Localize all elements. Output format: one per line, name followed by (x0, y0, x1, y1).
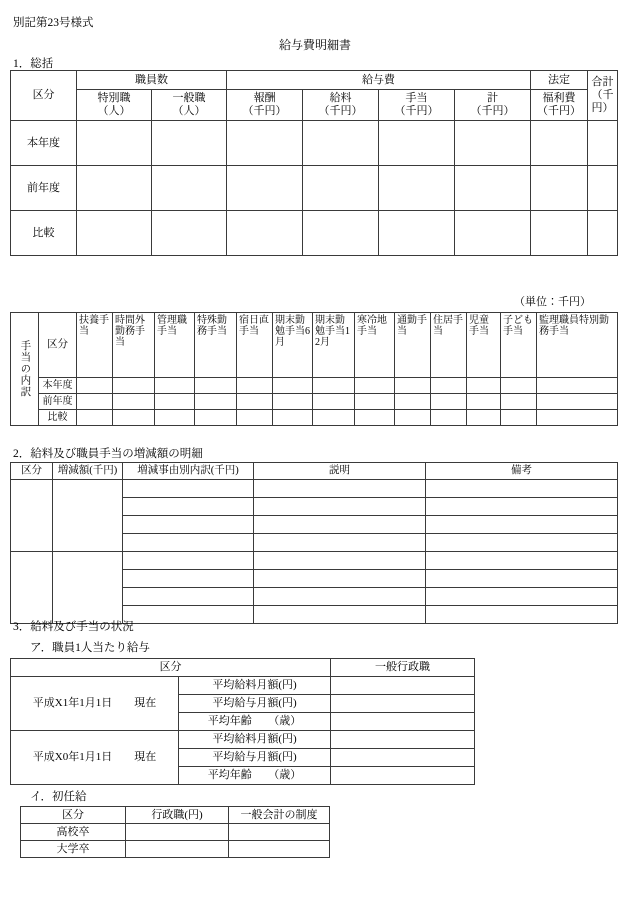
summary-cell-welfare[interactable] (531, 121, 588, 166)
allowance-header-cold-region: 寒冷地手当 (355, 313, 395, 378)
zougen-cell-remarks[interactable] (426, 534, 618, 552)
summary-row-label: 前年度 (11, 166, 77, 211)
allowance-row-label: 比較 (39, 410, 77, 426)
zougen-cell-explanation[interactable] (254, 588, 426, 606)
summary-header-total-label: 合計 (591, 76, 614, 89)
allowance-cell[interactable] (501, 410, 537, 426)
zougen-cell-remarks[interactable] (426, 588, 618, 606)
zougen-header-reason-breakdown: 増減事由別内訳(千円) (123, 463, 254, 480)
summary-cell-special[interactable] (77, 211, 152, 256)
summary-header-staff-count: 職員数 (77, 71, 227, 90)
allowance-cell[interactable] (195, 410, 237, 426)
summary-header-subtotal (455, 90, 531, 121)
summary-cell-subtotal[interactable] (455, 211, 531, 256)
summary-header-kubun: 区分 (11, 71, 77, 121)
zougen-header-kubun: 区分 (11, 463, 53, 480)
allowance-header-overtime: 時間外勤務手当 (113, 313, 155, 378)
zougen-header-explanation: 説明 (254, 463, 426, 480)
zougen-cell-reason[interactable] (123, 588, 254, 606)
starting-salary-table (20, 806, 330, 858)
zougen-cell-amount[interactable] (53, 552, 123, 624)
summary-header-total-unit: （千円） (591, 89, 614, 114)
summary-cell-special[interactable] (77, 166, 152, 211)
summary-header-welfare-line1: 法定 (531, 71, 588, 90)
kyuyo-item-value[interactable] (331, 677, 475, 695)
kyuyo-item-value[interactable] (331, 767, 475, 785)
kyuyo-item-value[interactable] (331, 713, 475, 731)
kyuyo-date-label: 平成X0年1月1日 現在 (11, 731, 179, 785)
allowance-cell[interactable] (237, 394, 273, 410)
summary-header-general-post-unit: （人） (172, 105, 206, 117)
summary-row-label: 比較 (11, 211, 77, 256)
form-code-label: 別記第23号様式 (13, 17, 94, 29)
allowance-cell[interactable] (395, 378, 431, 394)
zougen-cell-explanation[interactable] (254, 480, 426, 498)
summary-header-remuneration-unit: （千円） (242, 105, 287, 117)
zougen-cell-explanation[interactable] (254, 570, 426, 588)
allowance-row-label: 本年度 (39, 378, 77, 394)
zougen-cell-remarks[interactable] (426, 480, 618, 498)
summary-cell-allowance[interactable] (379, 121, 455, 166)
kyuyo-item-label: 平均給料月額(円) (179, 677, 331, 695)
summary-header-subtotal-label: 計 (487, 92, 498, 105)
zougen-cell-remarks[interactable] (426, 498, 618, 516)
summary-cell-salary[interactable] (303, 211, 379, 256)
allowance-row-label: 前年度 (39, 394, 77, 410)
allowance-cell[interactable] (195, 378, 237, 394)
zougen-cell-remarks[interactable] (426, 570, 618, 588)
allowance-cell[interactable] (195, 394, 237, 410)
summary-cell-remuneration[interactable] (227, 211, 303, 256)
section-2-heading: 2．給料及び職員手当の増減額の明細 (13, 448, 203, 460)
summary-cell-salary[interactable] (303, 166, 379, 211)
zougen-cell-reason[interactable] (123, 480, 254, 498)
allowance-cell[interactable] (395, 394, 431, 410)
zougen-header-amount: 増減額(千円) (53, 463, 123, 480)
summary-cell-total[interactable] (588, 166, 618, 211)
summary-cell-welfare[interactable] (531, 211, 588, 256)
shonin-header-general-account: 一般会計の制度 (229, 807, 330, 824)
allowance-vertical-label: 手当の内訳 (11, 313, 39, 426)
table-row (11, 552, 618, 570)
shonin-cell-admin-post[interactable] (126, 824, 229, 841)
kyuyo-item-value[interactable] (331, 749, 475, 767)
kyuyo-item-label: 平均年齢 （歳） (179, 767, 331, 785)
document-title: 給与費明細書 (278, 38, 351, 52)
allowance-cell[interactable] (155, 410, 195, 426)
shonin-header-kubun: 区分 (21, 807, 126, 824)
allowance-cell[interactable] (355, 410, 395, 426)
allowance-unit-note: （単位：千円） (514, 296, 591, 308)
allowance-cell[interactable] (77, 410, 113, 426)
allowance-cell[interactable] (313, 410, 355, 426)
summary-cell-general[interactable] (152, 121, 227, 166)
allowance-header-kubun: 区分 (39, 313, 77, 378)
kyuyo-item-label: 平均給与月額(円) (179, 749, 331, 767)
table-row (21, 841, 330, 858)
summary-cell-remuneration[interactable] (227, 166, 303, 211)
increase-decrease-table (10, 462, 618, 624)
zougen-cell-kubun[interactable] (11, 480, 53, 552)
kyuyo-item-label: 平均給与月額(円) (179, 695, 331, 713)
allowance-cell[interactable] (467, 394, 501, 410)
shonin-cell-general-account[interactable] (229, 841, 330, 858)
summary-cell-remuneration[interactable] (227, 121, 303, 166)
allowance-cell[interactable] (273, 394, 313, 410)
shonin-cell-general-account[interactable] (229, 824, 330, 841)
kyuyo-date-label: 平成X1年1月1日 現在 (11, 677, 179, 731)
allowance-cell[interactable] (355, 378, 395, 394)
summary-header-allowance (379, 90, 455, 121)
summary-header-welfare-unit: （千円） (537, 105, 581, 117)
summary-cell-allowance[interactable] (379, 166, 455, 211)
allowance-cell[interactable] (537, 410, 618, 426)
table-row (11, 677, 475, 695)
summary-cell-general[interactable] (152, 211, 227, 256)
summary-cell-welfare[interactable] (531, 166, 588, 211)
allowance-cell[interactable] (77, 394, 113, 410)
summary-cell-salary[interactable] (303, 121, 379, 166)
zougen-cell-amount[interactable] (53, 480, 123, 552)
table-row (11, 731, 475, 749)
zougen-cell-kubun[interactable] (11, 552, 53, 624)
zougen-cell-reason[interactable] (123, 498, 254, 516)
allowance-cell[interactable] (501, 394, 537, 410)
allowance-cell[interactable] (313, 378, 355, 394)
per-employee-salary-table (10, 658, 475, 785)
kyuyo-header-kubun: 区分 (11, 659, 331, 677)
allowance-cell[interactable] (431, 394, 467, 410)
zougen-cell-reason[interactable] (123, 516, 254, 534)
zougen-cell-reason[interactable] (123, 570, 254, 588)
allowance-cell[interactable] (113, 378, 155, 394)
summary-cell-special[interactable] (77, 121, 152, 166)
allowance-cell[interactable] (237, 378, 273, 394)
allowance-cell[interactable] (467, 410, 501, 426)
summary-header-allowance-unit: （千円） (394, 105, 439, 117)
allowance-cell[interactable] (113, 394, 155, 410)
summary-header-special-post (77, 90, 152, 121)
allowance-cell[interactable] (467, 378, 501, 394)
summary-cell-total[interactable] (588, 121, 618, 166)
summary-cell-general[interactable] (152, 166, 227, 211)
allowance-cell[interactable] (355, 394, 395, 410)
section-1-heading: 1．総括 (13, 58, 54, 70)
shonin-row-label: 大学卒 (21, 841, 126, 858)
allowance-header-kodomo: 子ども手当 (501, 313, 537, 378)
table-row (11, 480, 618, 498)
summary-cell-subtotal[interactable] (455, 121, 531, 166)
summary-table (10, 70, 618, 256)
summary-header-salary-unit: （千円） (318, 105, 363, 117)
table-row (11, 211, 618, 256)
allowance-header-dependent: 扶養手当 (77, 313, 113, 378)
allowance-cell[interactable] (431, 378, 467, 394)
allowance-cell[interactable] (237, 410, 273, 426)
summary-header-salary-cost: 給与費 (227, 71, 531, 90)
kyuyo-item-value[interactable] (331, 695, 475, 713)
allowance-header-bonus-june: 期末勤勉手当6月 (273, 313, 313, 378)
zougen-cell-explanation[interactable] (254, 606, 426, 624)
summary-header-total (588, 71, 618, 121)
allowance-header-supervisor-special: 監理職員特別勤務手当 (537, 313, 618, 378)
allowance-breakdown-table (10, 312, 618, 426)
summary-header-general-post-label: 一般職 (172, 92, 206, 105)
shonin-header-admin-post: 行政職(円) (126, 807, 229, 824)
allowance-header-child: 児童手当 (467, 313, 501, 378)
allowance-cell[interactable] (155, 394, 195, 410)
table-row (11, 121, 618, 166)
summary-header-welfare-label: 福利費 (542, 92, 576, 105)
zougen-cell-explanation[interactable] (254, 552, 426, 570)
table-row (11, 410, 618, 426)
allowance-header-bonus-december: 期末勤勉手当12月 (313, 313, 355, 378)
allowance-header-commuting: 通勤手当 (395, 313, 431, 378)
allowance-cell[interactable] (155, 378, 195, 394)
summary-cell-total[interactable] (588, 211, 618, 256)
shonin-row-label: 高校卒 (21, 824, 126, 841)
zougen-cell-explanation[interactable] (254, 516, 426, 534)
allowance-cell[interactable] (537, 394, 618, 410)
zougen-cell-explanation[interactable] (254, 498, 426, 516)
kyuyo-item-label: 平均給料月額(円) (179, 731, 331, 749)
allowance-cell[interactable] (273, 378, 313, 394)
summary-header-salary-label: 給料 (329, 92, 352, 105)
allowance-cell[interactable] (313, 394, 355, 410)
allowance-cell[interactable] (77, 378, 113, 394)
summary-cell-subtotal[interactable] (455, 166, 531, 211)
table-row (11, 394, 618, 410)
section-3i-heading: イ．初任給 (30, 791, 87, 803)
summary-header-allowance-label: 手当 (405, 92, 428, 105)
section-3a-heading: ア．職員1人当たり給与 (30, 642, 150, 654)
table-row (11, 166, 618, 211)
zougen-header-remarks: 備考 (426, 463, 618, 480)
allowance-cell[interactable] (501, 378, 537, 394)
shonin-cell-admin-post[interactable] (126, 841, 229, 858)
zougen-cell-remarks[interactable] (426, 606, 618, 624)
summary-header-special-post-unit: （人） (97, 105, 131, 117)
allowance-header-managerial: 管理職手当 (155, 313, 195, 378)
summary-row-label: 本年度 (11, 121, 77, 166)
table-row (21, 824, 330, 841)
section-3-heading: 3．給料及び手当の状況 (13, 621, 134, 633)
allowance-header-housing: 住居手当 (431, 313, 467, 378)
summary-header-general-post (152, 90, 227, 121)
kyuyo-header-general-admin: 一般行政職 (331, 659, 475, 677)
zougen-cell-remarks[interactable] (426, 552, 618, 570)
allowance-cell[interactable] (537, 378, 618, 394)
kyuyo-item-value[interactable] (331, 731, 475, 749)
summary-cell-allowance[interactable] (379, 211, 455, 256)
summary-header-subtotal-unit: （千円） (470, 105, 515, 117)
allowance-cell[interactable] (395, 410, 431, 426)
allowance-cell[interactable] (431, 410, 467, 426)
allowance-header-night-duty: 宿日直手当 (237, 313, 273, 378)
zougen-cell-reason[interactable] (123, 606, 254, 624)
summary-header-salary (303, 90, 379, 121)
summary-header-welfare (531, 90, 588, 121)
kyuyo-item-label: 平均年齢 （歳） (179, 713, 331, 731)
zougen-cell-explanation[interactable] (254, 534, 426, 552)
allowance-cell[interactable] (273, 410, 313, 426)
table-row (11, 378, 618, 394)
zougen-cell-reason[interactable] (123, 534, 254, 552)
zougen-cell-remarks[interactable] (426, 516, 618, 534)
zougen-cell-reason[interactable] (123, 552, 254, 570)
summary-header-remuneration-label: 報酬 (253, 92, 276, 105)
allowance-cell[interactable] (113, 410, 155, 426)
allowance-header-special-duty: 特殊勤務手当 (195, 313, 237, 378)
summary-header-special-post-label: 特別職 (97, 92, 131, 105)
summary-header-remuneration (227, 90, 303, 121)
